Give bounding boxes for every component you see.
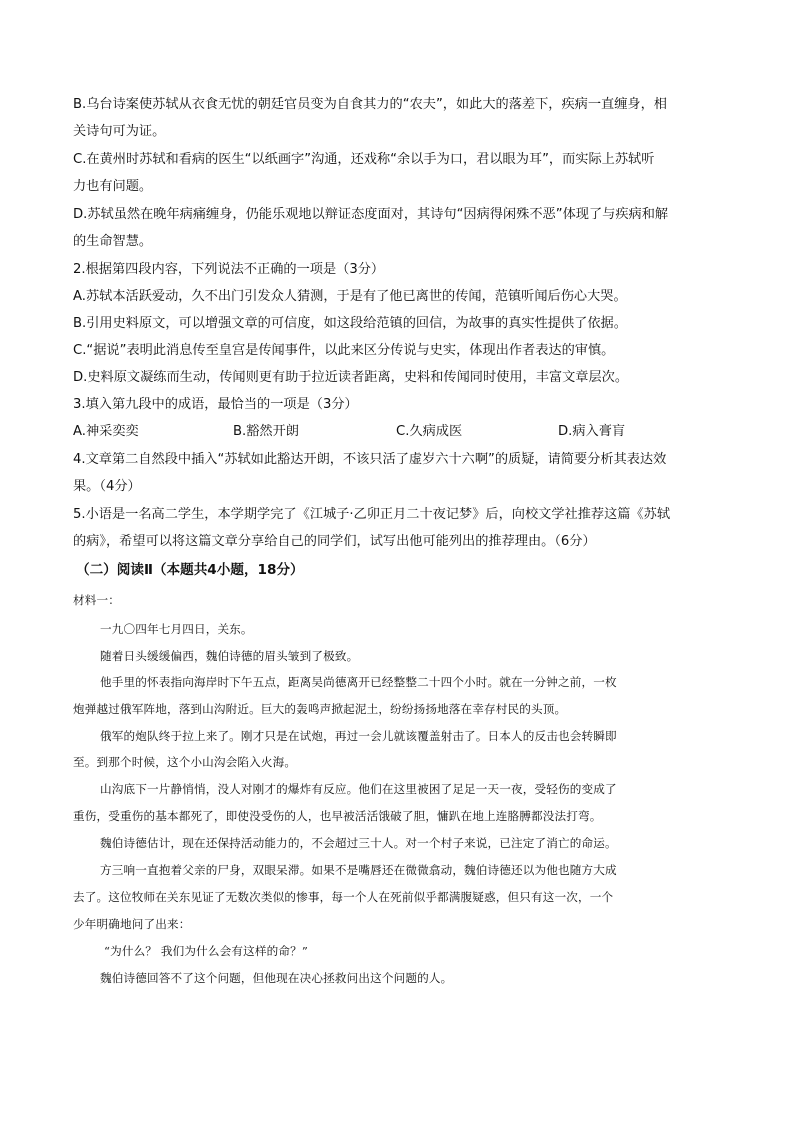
question-2-option-c: C.“据说”表明此消息传至皇宫是传闻事件，以此来区分传说与史实，体现出作者表达的审慎。 bbox=[73, 343, 615, 358]
question-2: 2.根据第四段内容，下列说法不正确的一项是（3分） bbox=[73, 262, 385, 277]
option-d-line-2: 的生命智慧。 bbox=[73, 234, 153, 249]
section-heading: （二）阅读Ⅱ（本题共4小题，18分） bbox=[76, 562, 304, 578]
question-2-option-d: D.史料原文凝练而生动，传闻则更有助于拉近读者距离，史料和传闻同时使用，丰富文章层次。 bbox=[73, 370, 629, 385]
passage-paragraph-3-line-2: 炮弹越过俄军阵地，落到山沟附近。巨大的轰鸣声掀起泥土，纷纷扬扬地落在幸存村民的头顶。 bbox=[73, 702, 567, 716]
option-c-line-2: 力也有问题。 bbox=[73, 179, 153, 194]
option-d-line-1: D.苏轼虽然在晚年病痛缠身，仍能乐观地以辩证态度面对，其诗句“因病得闲殊不恶”体现了与疾病和解 bbox=[73, 207, 669, 222]
passage-paragraph-2: 随着日头缓缓偏西，魏伯诗德的眉头皱到了极致。 bbox=[100, 649, 359, 663]
question-3-option-c: C.久病成医 bbox=[396, 424, 463, 439]
passage-dialogue-quote: “为什么？ 我们为什么会有这样的命？” bbox=[104, 944, 308, 958]
question-4-line-2: 果。（4分） bbox=[73, 479, 141, 494]
passage-paragraph-7-line-2: 去了。这位牧师在关东见证了无数次类似的惨事，每一个人在死前似乎都满腹疑惑，但只有这一次，一个 bbox=[73, 890, 614, 904]
passage-paragraph-7-line-1: 方三响一直抱着父亲的尸身，双眼呆滞。如果不是嘴唇还在微微翕动，魏伯诗德还以为他也随方大成 bbox=[100, 863, 617, 877]
question-4-line-1: 4.文章第二自然段中插入“苏轼如此豁达开朗，不该只活了虚岁六十六啊”的质疑，请简要分析其表达效 bbox=[73, 452, 667, 467]
question-3-option-a: A.神采奕奕 bbox=[73, 424, 139, 439]
passage-paragraph-5-line-2: 重伤，受重伤的基本都死了，即使没受伤的人，也早被活活饿破了胆，慵趴在地上连胳膊都没法打弯。 bbox=[73, 809, 602, 823]
question-3-option-d: D.病入膏肓 bbox=[558, 424, 626, 439]
option-b-line-1: B.乌台诗案使苏轼从衣食无忧的朝廷官员变为自食其力的“农夫”，如此大的落差下，疾病一直缠身，相 bbox=[73, 97, 667, 112]
passage-paragraph-7-line-3: 少年明确地问了出来： bbox=[73, 917, 191, 931]
question-5-line-1: 5.小语是一名高二学生，本学期学完了《江城子·乙卯正月二十夜记梦》后，向校文学社推荐这篇《苏轼 bbox=[73, 507, 671, 522]
passage-paragraph-5-line-1: 山沟底下一片静悄悄，没人对刚才的爆炸有反应。他们在这里被困了足足一天一夜，受轻伤的变成了 bbox=[100, 782, 617, 796]
question-3-option-b: B.豁然开朗 bbox=[233, 424, 299, 439]
passage-paragraph-4-line-1: 俄军的炮队终于拉上来了。刚才只是在试炮，再过一会儿就该覆盖射击了。日本人的反击也会转瞬即 bbox=[100, 729, 617, 743]
passage-paragraph-3-line-1: 他手里的怀表指向海岸时下午五点，距离吴尚德离开已经整整二十四个小时。就在一分钟之前，一枚 bbox=[100, 675, 617, 689]
option-b-line-2: 关诗句可为证。 bbox=[73, 124, 166, 139]
material-label: 材料一： bbox=[73, 593, 120, 607]
passage-paragraph-4-line-2: 至。到那个时候，这个小山沟会陷入火海。 bbox=[73, 755, 297, 769]
option-c-line-1: C.在黄州时苏轼和看病的医生“以纸画字”沟通，还戏称“余以手为口，君以眼为耳”，而实际上苏轼听 bbox=[73, 152, 655, 167]
question-2-option-a: A.苏轼本活跃爱动，久不出门引发众人猜测，于是有了他已离世的传闻，范镇听闻后伤心大哭。 bbox=[73, 289, 627, 304]
question-2-option-b: B.引用史料原文，可以增强文章的可信度，如这段给范镇的回信，为故事的真实性提供了依据。 bbox=[73, 316, 627, 331]
passage-paragraph-6: 魏伯诗德估计，现在还保持活动能力的，不会超过三十人。对一个村子来说，已注定了消亡的命运。 bbox=[100, 836, 617, 850]
passage-paragraph-1: 一九〇四年七月四日，关东。 bbox=[100, 622, 253, 636]
question-5-line-2: 的病》，希望可以将这篇文章分享给自己的同学们，试写出他可能列出的推荐理由。（6分） bbox=[73, 534, 596, 549]
passage-paragraph-9: 魏伯诗德回答不了这个问题，但他现在决心拯救问出这个问题的人。 bbox=[100, 971, 453, 985]
question-3: 3.填入第九段中的成语，最恰当的一项是（3分） bbox=[73, 397, 358, 412]
